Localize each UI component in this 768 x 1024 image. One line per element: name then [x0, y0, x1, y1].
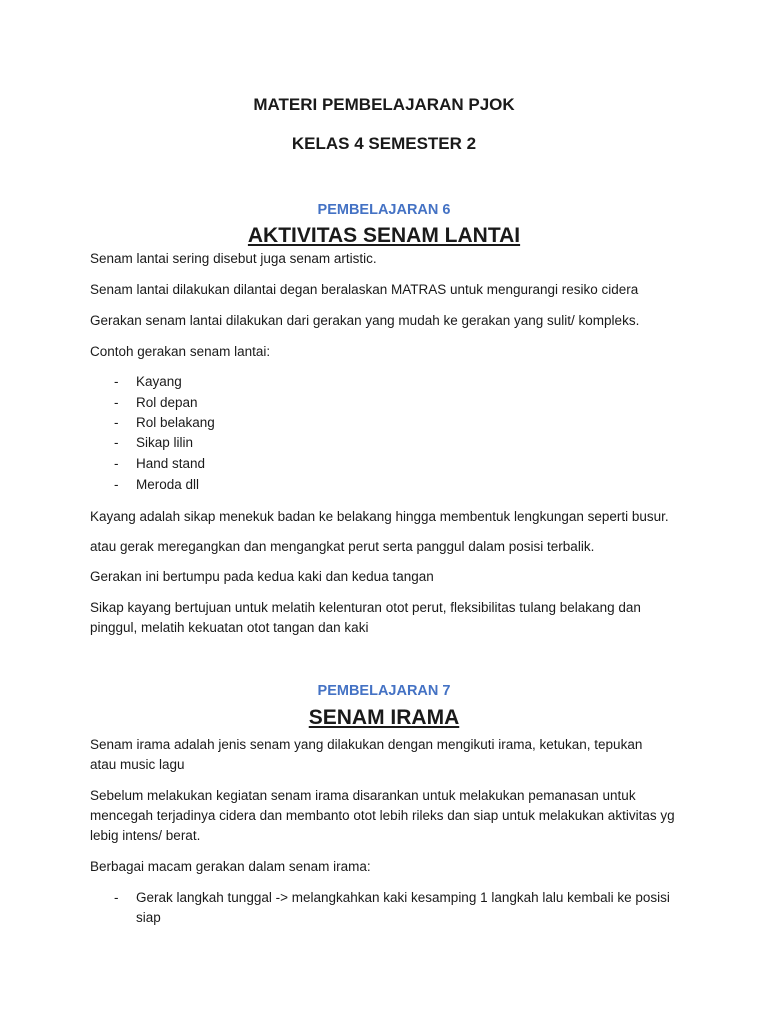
paragraph: Gerakan senam lantai dilakukan dari gerakan yang mudah ke gerakan yang sulit/ kompleks. — [90, 313, 640, 328]
list-item — [114, 475, 199, 495]
section-7-label: PEMBELAJARAN 7 — [317, 683, 451, 699]
section-6-label: PEMBELAJARAN 6 — [317, 202, 451, 218]
list-marker: - — [114, 890, 119, 905]
paragraph: Contoh gerakan senam lantai: — [90, 344, 271, 359]
list-item — [114, 413, 215, 433]
list-marker: - — [114, 435, 119, 450]
list-item-text: Rol depan — [136, 395, 198, 410]
list-item-text: Kayang — [136, 374, 182, 389]
list-marker: - — [114, 415, 119, 430]
paragraph: Gerakan ini bertumpu pada kedua kaki dan kedua tangan — [90, 569, 434, 584]
paragraph: Senam irama adalah jenis senam yang dilakukan dengan mengikuti irama, ketukan, tepukan atau music lagu — [90, 737, 643, 772]
paragraph: Senam lantai sering disebut juga senam artistic. — [90, 251, 377, 266]
section-6-heading: AKTIVITAS SENAM LANTAI — [247, 224, 521, 247]
document-title: MATERI PEMBELAJARAN PJOK — [253, 95, 515, 114]
paragraph: Berbagai macam gerakan dalam senam irama: — [90, 859, 371, 874]
document-subtitle: KELAS 4 SEMESTER 2 — [291, 134, 477, 153]
list-item-text: Meroda dll — [136, 477, 200, 492]
list-item-text: Sikap lilin — [136, 435, 194, 450]
list-marker: - — [114, 456, 119, 471]
list-marker: - — [114, 395, 119, 410]
paragraph: atau gerak meregangkan dan mengangkat perut serta panggul dalam posisi terbalik. — [90, 539, 595, 554]
paragraph: Senam lantai dilakukan dilantai degan beralaskan MATRAS untuk mengurangi resiko cidera — [90, 282, 639, 297]
paragraph: Kayang adalah sikap menekuk badan ke belakang hingga membentuk lengkungan seperti busur. — [90, 509, 669, 524]
list-item — [114, 433, 193, 453]
list-item — [114, 372, 182, 392]
list-marker: - — [114, 374, 119, 389]
paragraph: Sikap kayang bertujuan untuk melatih kelenturan otot perut, fleksibilitas tulang belakang dan pinggul, melatih kekuatan otot tangan dan kaki — [90, 600, 641, 635]
list-item — [114, 888, 694, 928]
list-marker: - — [114, 477, 119, 492]
section-7-heading: SENAM IRAMA — [308, 706, 460, 729]
paragraph: Sebelum melakukan kegiatan senam irama disarankan untuk melakukan pemanasan untuk mencegah terjadinya cidera dan membanto otot lebih rileks dan siap untuk melakukan aktivitas yg lebig intens/ berat. — [90, 788, 675, 843]
list-item — [114, 393, 198, 413]
list-item-text: Hand stand — [136, 456, 206, 471]
list-item-text: Gerak langkah tunggal -> melangkahkan kaki kesamping 1 langkah lalu kembali ke posisi siap — [136, 890, 670, 925]
list-item-text: Rol belakang — [136, 415, 215, 430]
list-item — [114, 454, 205, 474]
